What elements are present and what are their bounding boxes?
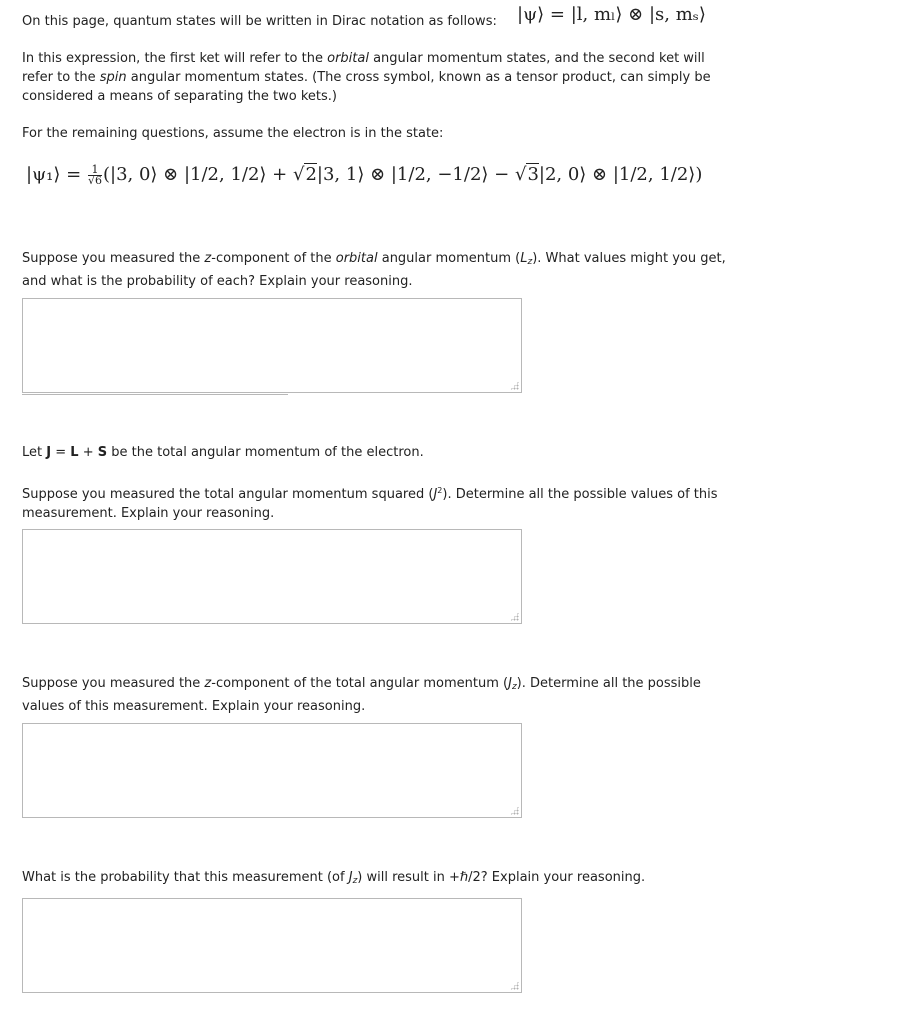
answer-box-j-squared[interactable] <box>22 529 522 624</box>
divider <box>22 394 288 395</box>
state-intro: For the remaining questions, assume the electron is in the state: <box>22 126 444 141</box>
spin-emphasis: spin <box>99 70 127 85</box>
question-probability: What is the probability that this measurement (of $J_z$) will result in +ℏ/2? Explain your reasoning. <box>22 870 646 886</box>
notation-formula: |ψ⟩ = |l, mₗ⟩ ⊗ |s, mₛ⟩ <box>517 4 706 25</box>
answer-box-jz[interactable] <box>22 723 522 818</box>
question-jz: Suppose you measured the z-component of the total angular momentum $(J_z)$. Determine all the possible values of this measurement. Explain your reasoning. <box>22 676 701 714</box>
question-lz: Suppose you measured the z-component of the orbital angular momentum $(L_z)$. What values might you get, and what is the probability of each? Explain your reasoning. <box>22 251 726 289</box>
answer-box-probability[interactable] <box>22 898 522 993</box>
answer-box-lz[interactable] <box>22 298 522 393</box>
resize-grip-icon[interactable] <box>510 981 519 990</box>
define-j: Let J = L + S be the total angular momentum of the electron. <box>22 445 424 460</box>
state-formula: |ψ₁⟩ = $\frac{1}{√6}$ (|3, 0⟩ ⊗ |1/2, 1/2⟩ + √2|3, 1⟩ ⊗ |1/2, −1/2⟩ − √3|2, 0⟩ ⊗ |1/2, 1/2⟩) <box>26 162 703 187</box>
resize-grip-icon[interactable] <box>510 612 519 621</box>
resize-grip-icon[interactable] <box>510 381 519 390</box>
question-j-squared: Suppose you measured the total angular momentum squared $(J^2)$. Determine all the possible values of this measurement. Explain your reasoning. <box>22 486 718 521</box>
orbital-emphasis: orbital <box>327 51 369 66</box>
intro-text: On this page, quantum states will be written in Dirac notation as follows: <box>22 14 497 29</box>
explanation-paragraph: In this expression, the first ket will refer to the orbital angular momentum states, and the second ket will refer to the spin angular momentum states. (The cross symbol, known as a tensor product, can simply be considered a means of separating the two kets.) <box>22 51 711 104</box>
resize-grip-icon[interactable] <box>510 806 519 815</box>
